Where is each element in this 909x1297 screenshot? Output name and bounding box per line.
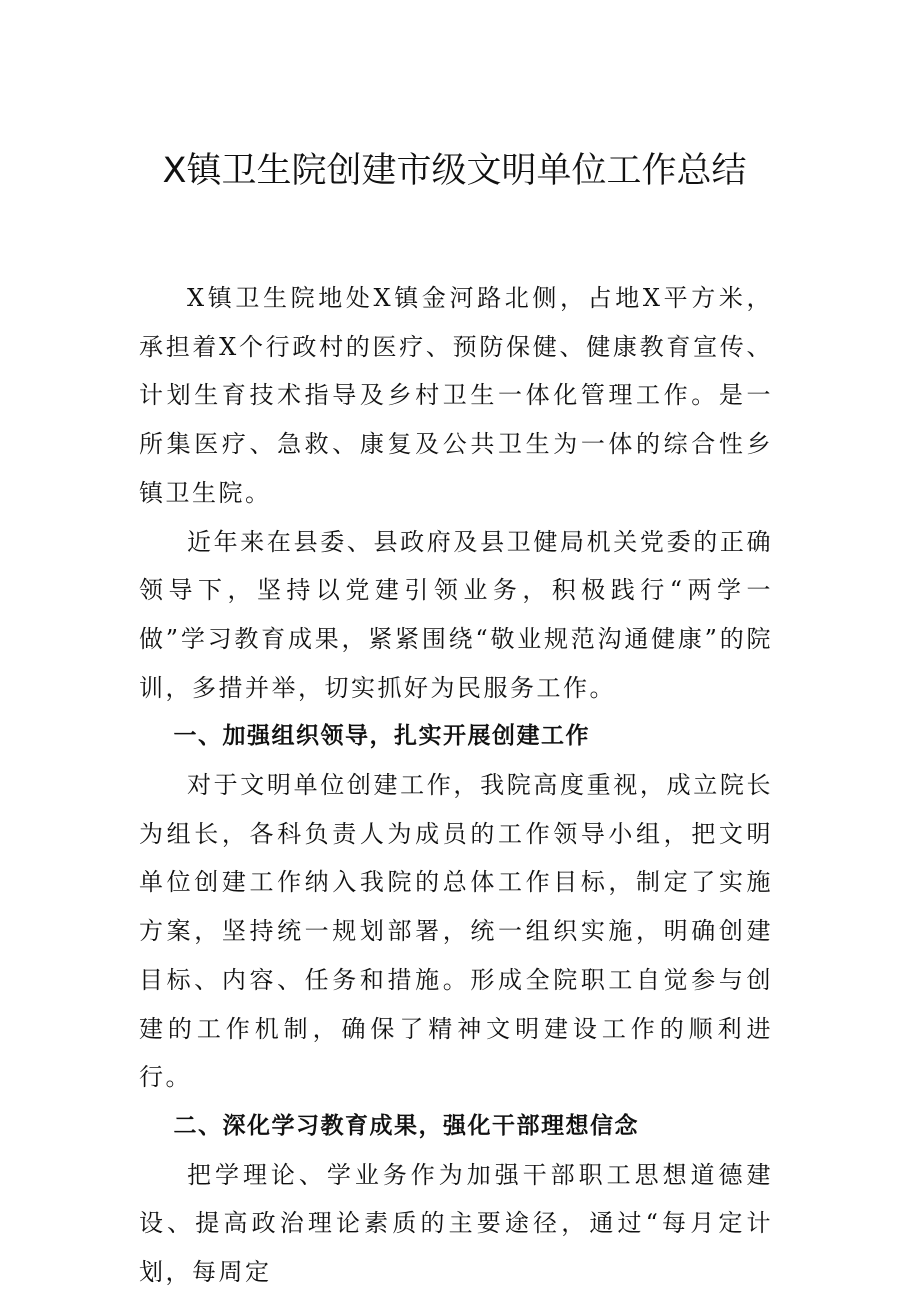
section-heading-2: 二、深化学习教育成果，强化干部理想信念 [173,1112,639,1139]
paragraph-section-1: 对于文明单位创建工作，我院高度重视，成立院长为组长，各科负责人为成员的工作领导小组，把文明单位创建工作纳入我院的总体工作目标，制定了实施方案，坚持统一规划部署，统一组织实施，明确创建目标、内容、任务和措施。形成全院职工自觉参与创建的工作机制，确保了精神文明建设工作的顺利进行。 [139,771,773,1092]
section-heading-1: 一、加强组织领导，扎实开展创建工作 [173,723,590,750]
document-title: X镇卫生院创建市级文明单位工作总结 [162,151,747,191]
document-body [139,274,773,1297]
paragraph-leadership: 近年来在县委、县政府及县卫健局机关党委的正确领导下，坚持以党建引领业务，积极践行“两学一做”学习教育成果，紧紧围绕“敬业规范沟通健康”的院训，多措并举，切实抓好为民服务工作。 [139,527,773,702]
paragraph-section-2: 把学理论、学业务作为加强干部职工思想道德建设、提高政治理论素质的主要途径，通过“每月定计划，每周定 [139,1160,773,1287]
paragraph-intro: X镇卫生院地处X镇金河路北侧，占地X平方米，承担着X个行政村的医疗、预防保健、健康教育宣传、计划生育技术指导及乡村卫生一体化管理工作。是一所集医疗、急救、康复及公共卫生为一体的综合性乡镇卫生院。 [139,284,773,507]
